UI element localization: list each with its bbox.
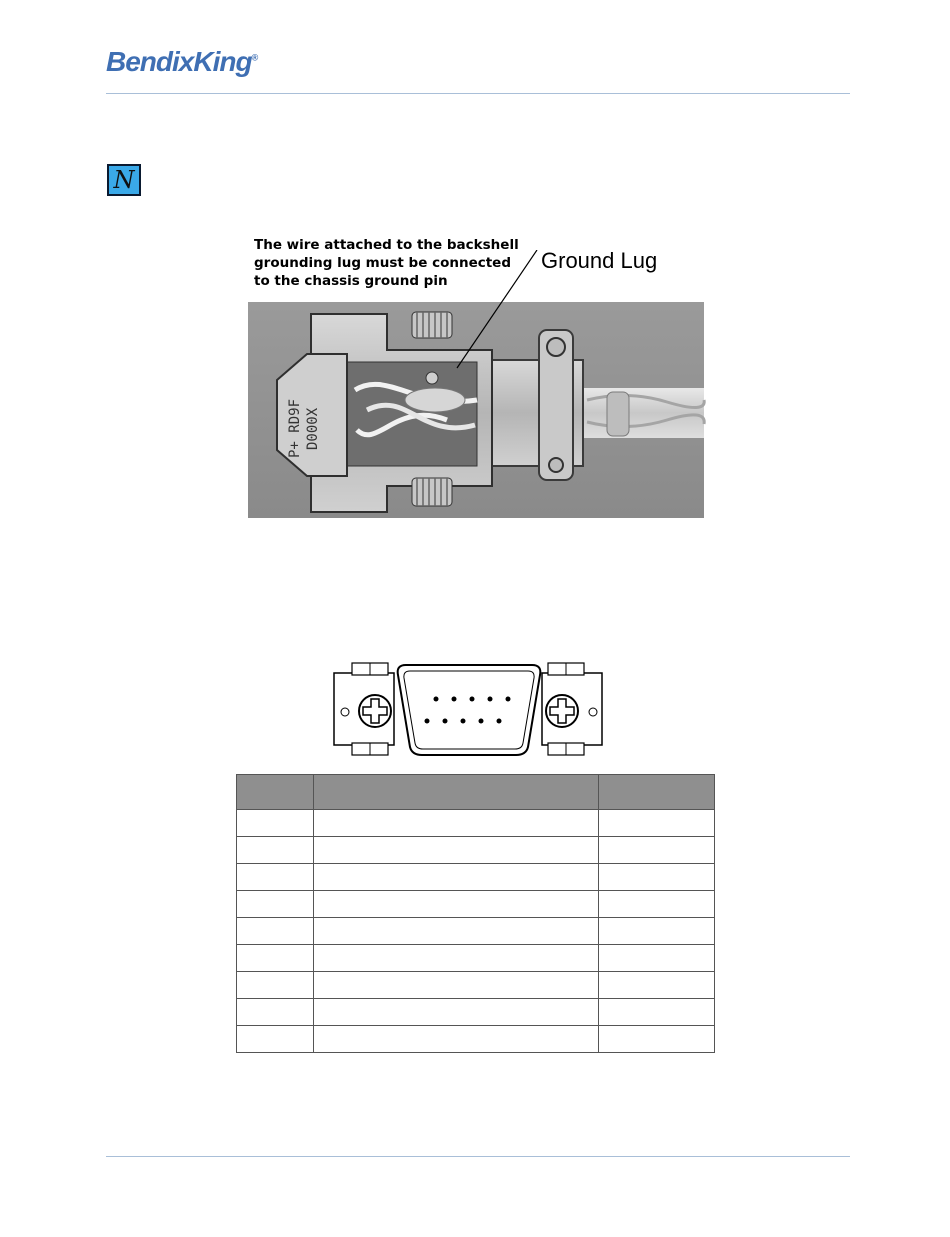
table-cell <box>237 891 314 918</box>
table-row <box>237 972 715 999</box>
table-cell <box>313 999 598 1026</box>
table-cell <box>599 864 715 891</box>
table-cell <box>313 837 598 864</box>
table-row <box>237 1026 715 1053</box>
db9-connector-icon <box>330 655 608 761</box>
connector-marking-1: P+ RD9F <box>287 398 303 458</box>
table-cell <box>599 891 715 918</box>
table-cell <box>599 972 715 999</box>
header-rule <box>106 93 850 94</box>
logo-text: BendixKing <box>106 46 252 77</box>
table-row <box>237 999 715 1026</box>
footer-rule <box>106 1156 850 1157</box>
note-icon-glyph: N <box>113 166 135 194</box>
table-cell <box>313 864 598 891</box>
pin-table <box>236 774 715 1053</box>
backshell-photo <box>247 250 707 522</box>
table-cell <box>599 810 715 837</box>
table-cell <box>599 1026 715 1053</box>
table-row <box>237 810 715 837</box>
table-cell <box>237 918 314 945</box>
table-cell <box>599 999 715 1026</box>
connector-marking-2: D000X <box>305 407 321 450</box>
table-cell <box>313 972 598 999</box>
table-cell <box>237 999 314 1026</box>
ground-lug <box>426 372 438 384</box>
table-row <box>237 837 715 864</box>
column-header-pin <box>237 775 314 810</box>
table-cell <box>237 864 314 891</box>
table-cell <box>237 837 314 864</box>
table-cell <box>599 945 715 972</box>
table-cell <box>313 891 598 918</box>
logo-registered-mark: ® <box>251 52 258 63</box>
table-cell <box>313 810 598 837</box>
table-cell <box>599 837 715 864</box>
bendixking-logo <box>106 46 257 78</box>
table-cell <box>313 945 598 972</box>
table-row <box>237 891 715 918</box>
column-header-io <box>599 775 715 810</box>
table-row <box>237 945 715 972</box>
table-cell <box>237 972 314 999</box>
note-icon <box>107 164 141 196</box>
ground-lug-callout: Ground Lug <box>541 248 658 273</box>
photo-caption: The wire attached to the backshell grounding lug must be connected to the chassis ground pin <box>254 237 519 289</box>
table-row <box>237 918 715 945</box>
column-header-function <box>313 775 598 810</box>
table-cell <box>599 918 715 945</box>
table-row <box>237 864 715 891</box>
table-cell <box>313 1026 598 1053</box>
table-cell <box>237 945 314 972</box>
table-cell <box>313 918 598 945</box>
table-cell <box>237 810 314 837</box>
table-cell <box>237 1026 314 1053</box>
table-header-row <box>237 775 715 810</box>
